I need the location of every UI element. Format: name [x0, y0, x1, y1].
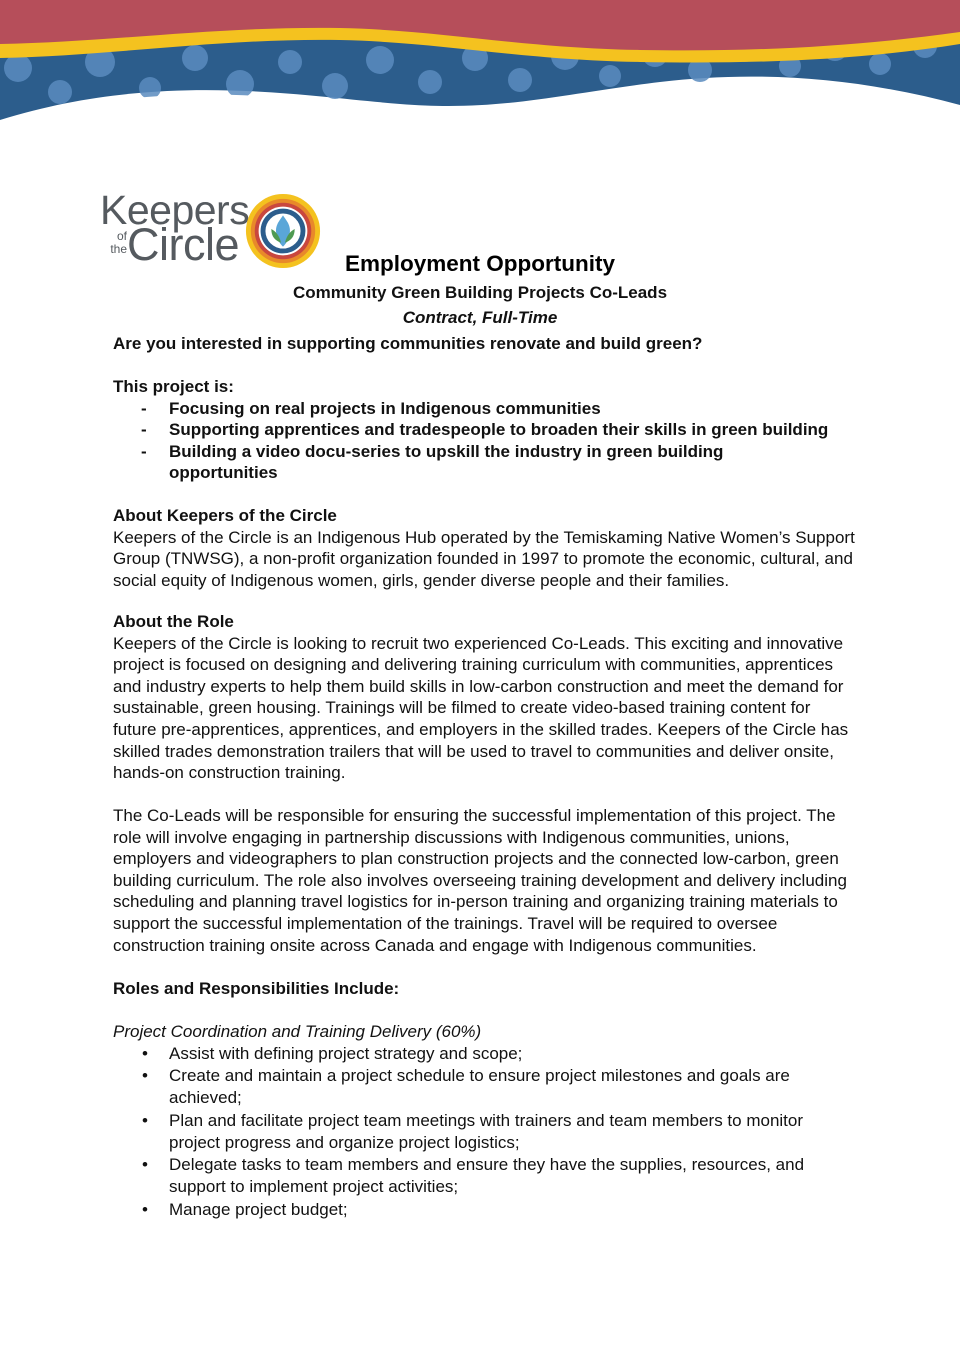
project-section: [113, 376, 858, 484]
list-item: • Delegate tasks to team members and ensure they have the supplies, resources, and support to implement project activities;: [113, 1154, 858, 1197]
list-item: • Plan and facilitate project team meetings with trainers and team members to monitor project progress and organize project logistics;: [113, 1110, 858, 1153]
header-banner: [0, 0, 960, 125]
logo-word-of: of: [116, 229, 127, 243]
logo-word-the: the: [110, 242, 127, 256]
project-list-heading: This project is:: [113, 377, 234, 396]
about-role-paragraph-1: Keepers of the Circle is looking to recruit two experienced Co-Leads. This exciting and innovative project is focused on designing and delivering training curriculum with communities, apprentices and industry experts to help them build skills in low-carbon construction and meet the demand for sustainable, green housing. Trainings will be filmed to create video-based training content for future pre-apprentices, apprentices, and employers in the skilled trades. Keepers of the Circle has skilled trades demonstration trailers that will be used to travel to communities and deliver onsite, hands-on construction training.: [113, 633, 849, 783]
responsibilities-subheading: Project Coordination and Training Delivery (60%): [113, 1022, 482, 1041]
page-title: Employment Opportunity: [345, 251, 615, 276]
list-item: • Assist with defining project strategy and scope;: [113, 1043, 858, 1065]
list-item: - Focusing on real projects in Indigenous communities: [113, 398, 858, 420]
about-org-paragraph: Keepers of the Circle is an Indigenous Hub operated by the Temiskaming Native Women’s Support Group (TNWSG), a non-profit organization founded in 1997 to promote the economic, cultural, and social equity of Indigenous women, girls, gender diverse people and their families.: [113, 527, 855, 590]
intro-question: Are you interested in supporting communities renovate and build green?: [113, 334, 703, 353]
section-heading: About Keepers of the Circle: [113, 506, 337, 525]
about-org-section: [113, 505, 858, 591]
position-title: Community Green Building Projects Co-Leads: [292, 283, 668, 302]
responsibilities-heading: Roles and Responsibilities Include:: [113, 979, 400, 998]
section-heading: About the Role: [113, 612, 234, 631]
list-item: • Manage project budget;: [113, 1199, 858, 1221]
responsibilities-list: [113, 1043, 858, 1221]
contract-type: Contract, Full-Time: [402, 308, 558, 327]
responsibilities-section: [113, 1021, 858, 1222]
about-role-section: [113, 611, 858, 784]
project-list: [113, 398, 858, 484]
list-item: • Create and maintain a project schedule to ensure project milestones and goals are achieved;: [113, 1065, 858, 1108]
logo-word-keepers: Keepers: [100, 187, 250, 233]
list-item: - Supporting apprentices and tradespeople to broaden their skills in green building: [113, 419, 858, 441]
about-role-paragraph-2: The Co-Leads will be responsible for ensuring the successful implementation of this project. The role will involve engaging in partnership discussions with Indigenous communities, unions, employers and videographers to plan construction projects and the connected low-carbon, green building curriculum. The role also involves overseeing training development and delivery including scheduling and planning travel logistics for in-person training and organizing training materials to support the successful implementation of the trainings. Travel will be required to oversee construction training onsite across Canada and engage with Indigenous communities.: [113, 806, 847, 955]
logo-word-circle: Circle: [127, 219, 240, 270]
list-item: - Building a video docu-series to upskill the industry in green building opportunities: [113, 441, 858, 484]
